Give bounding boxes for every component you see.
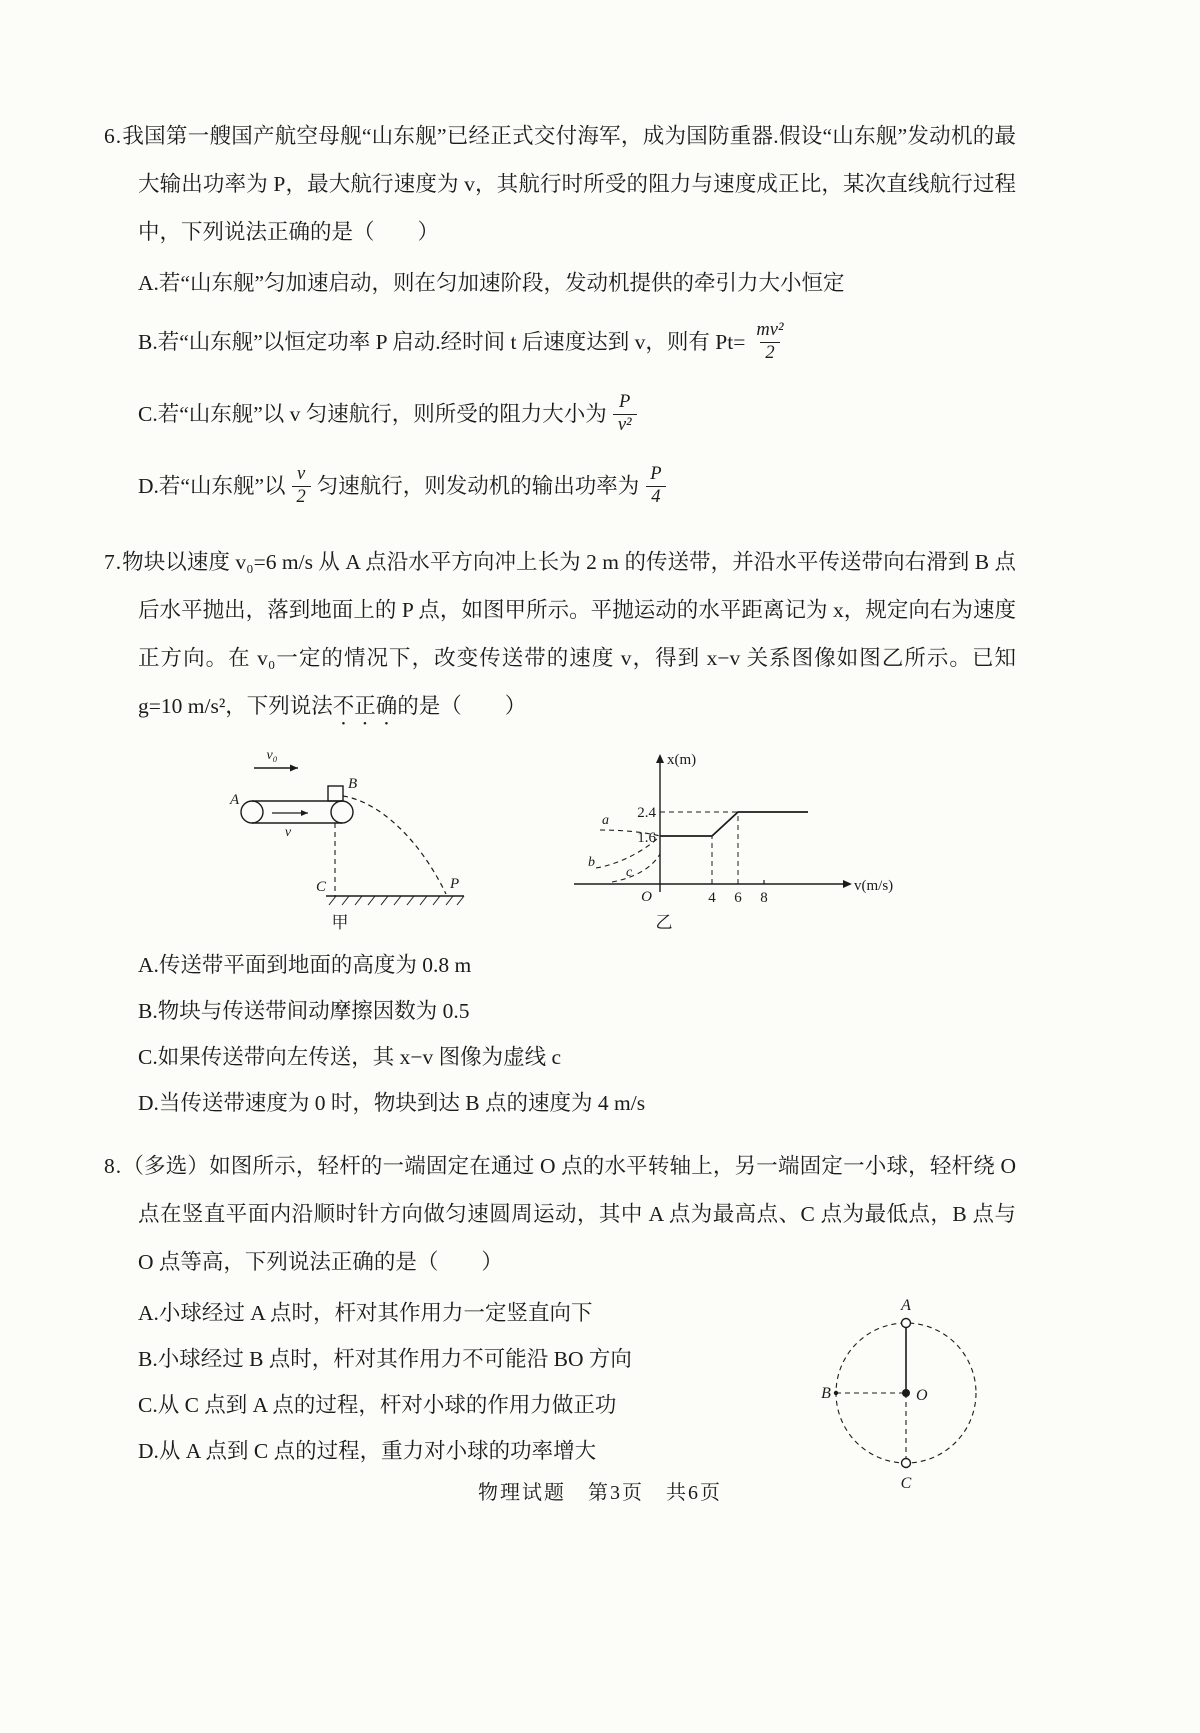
q6-number: 6. — [104, 124, 123, 148]
q7-option-d-text: D.当传送带速度为 0 时，物块到达 B 点的速度为 4 m/s — [138, 1091, 646, 1115]
label-a: A — [901, 1297, 911, 1314]
tick-6-label: 6 — [734, 890, 742, 906]
q7-stem — [104, 538, 1016, 730]
q6-option-d-fraction-1 — [292, 464, 311, 508]
belt-speed-label: v — [284, 825, 292, 840]
q7-option-c-text: C.如果传送带向左传送，其 x−v 图像为虚线 c — [138, 1045, 562, 1069]
q8-option-c-text: C.从 C 点到 A 点的过程，杆对小球的作用力做正功 — [138, 1393, 617, 1417]
label-b: B — [821, 1385, 831, 1402]
page-footer: 物理试题 第3页 共6页 — [478, 1482, 722, 1504]
graph-dashed-c — [612, 854, 660, 882]
q7-number: 7. — [104, 550, 123, 574]
q8-option-b-text: B.小球经过 B 点时，杆对其作用力不可能沿 BO 方向 — [138, 1347, 632, 1371]
origin-label: O — [641, 889, 652, 905]
curve-a-label: a — [602, 813, 609, 828]
trajectory-curve — [343, 796, 446, 894]
q8-option-a-text: A.小球经过 A 点时，杆对其作用力一定竖直向下 — [138, 1301, 593, 1325]
tick-8-label: 8 — [760, 890, 768, 906]
q6-option-a-text: A.若“山东舰”匀加速启动，则在匀加速阶段，发动机提供的牵引力大小恒定 — [138, 271, 845, 295]
q6-option-c-text: C.若“山东舰”以 v 匀速航行，则所受的阻力大小为 — [138, 402, 607, 426]
point-a-label: A — [230, 792, 240, 808]
label-o: O — [916, 1387, 928, 1404]
q8-number: 8. — [104, 1154, 123, 1178]
q7-stem-text-end: 的是（ ） — [397, 694, 527, 718]
label-c: C — [900, 1475, 912, 1492]
q8-option-b — [138, 1336, 806, 1382]
v0-arrowhead — [290, 765, 298, 772]
fraction-denominator: 2 — [760, 342, 779, 364]
q6-option-b-text: B.若“山东舰”以恒定功率 P 启动.经时间 t 后速度达到 v，则有 Pt= — [138, 330, 746, 354]
page-content — [104, 112, 1016, 1514]
v0-label: v₀ — [266, 748, 278, 763]
question-6 — [104, 112, 1016, 522]
fraction-denominator: 2 — [292, 486, 311, 508]
figure-jia-caption: 甲 — [331, 913, 349, 932]
question-8 — [104, 1142, 1016, 1498]
point-p-label: P — [450, 876, 460, 892]
q8-figure-wrap — [806, 1286, 1016, 1498]
q7-options — [104, 942, 1016, 1126]
y-axis-arrowhead — [656, 754, 664, 763]
q6-stem-text: 我国第一艘国产航空母舰“山东舰”已经正式交付海军，成为国防重器.假设“山东舰”发动机的最大输出功率为 P，最大航行速度为 v，其航行时所受的阻力与速度成正比，某次直线航行过程中，下列说法正确的是（ ） — [122, 124, 1016, 244]
y-axis-label: x(m) — [667, 752, 697, 768]
fraction-numerator: P — [619, 392, 631, 413]
ground-hatching — [329, 896, 464, 905]
q8-options — [104, 1290, 806, 1474]
q7-stem-emphasis: 不正确 — [332, 694, 398, 718]
graph-line-a — [660, 812, 808, 836]
axle-o-dot — [902, 1389, 910, 1397]
circular-motion-figure — [806, 1288, 1006, 1498]
tick-4-label: 4 — [708, 890, 716, 906]
q7-option-d — [138, 1080, 1016, 1126]
q7-option-a — [138, 942, 1016, 988]
q8-stem-text: （多选）如图所示，轻杆的一端固定在通过 O 点的水平转轴上，另一端固定一小球，轻杆绕 O 点在竖直平面内沿顺时针方向做匀速圆周运动，其中 A 点为最高点、C 点为最低点，B 点与 O 点等高，下列说法正确的是（ ） — [122, 1154, 1016, 1274]
fraction-numerator: P — [650, 464, 662, 485]
q6-option-c-fraction — [613, 392, 637, 436]
curve-b-label: b — [588, 855, 595, 870]
q8-option-d — [138, 1428, 806, 1474]
q6-option-d-text-2: 匀速航行，则发动机的输出功率为 — [316, 474, 640, 498]
ball-at-a — [902, 1319, 911, 1328]
value-2_4-label: 2.4 — [637, 805, 656, 821]
fraction-denominator: v² — [613, 414, 637, 436]
fraction-numerator: v — [297, 464, 306, 485]
point-c-label: C — [315, 879, 326, 895]
q6-option-a — [138, 260, 1016, 306]
point-b-label: B — [348, 776, 358, 792]
question-7 — [104, 538, 1016, 1126]
q6-option-d-fraction-2 — [645, 464, 666, 508]
right-roller — [331, 801, 353, 823]
q7-stem-text: 物块以速度 v₀=6 m/s 从 A 点沿水平方向冲上长为 2 m 的传送带，并沿水平传送带向右滑到 B 点后水平抛出，落到地面上的 P 点，如图甲所示。平抛运动的水平距离记为 x，规定向右为速度正方向。在 v₀一定的情况下，改变传送带的速度 v，得到 x−v 关系图像如图乙所示。已知 g=10 m/s²，下列说法 — [122, 550, 1016, 718]
q7-option-c — [138, 1034, 1016, 1080]
q8-option-d-text: D.从 A 点到 C 点的过程，重力对小球的功率增大 — [138, 1439, 597, 1463]
x-v-graph-figure — [560, 744, 905, 934]
q6-stem — [104, 112, 1016, 256]
ball-at-c — [902, 1459, 911, 1468]
block — [328, 786, 343, 801]
q7-figures — [222, 744, 1016, 934]
curve-c-label: c — [626, 865, 633, 880]
q6-option-d — [138, 450, 1016, 522]
x-axis-arrowhead — [843, 880, 852, 888]
figure-yi-caption: 乙 — [655, 913, 673, 932]
left-roller — [241, 801, 263, 823]
q7-option-a-text: A.传送带平面到地面的高度为 0.8 m — [138, 953, 472, 977]
q6-option-b-fraction — [751, 320, 788, 364]
x-axis-label: v(m/s) — [854, 878, 894, 894]
q6-option-d-text-1: D.若“山东舰”以 — [138, 474, 286, 498]
conveyor-belt-figure — [222, 744, 482, 934]
q7-option-b — [138, 988, 1016, 1034]
q6-option-c — [138, 378, 1016, 450]
q8-stem — [104, 1142, 1016, 1286]
belt-speed-arrowhead — [301, 810, 308, 816]
fraction-numerator: mv² — [756, 320, 784, 341]
point-b-dot — [834, 1391, 838, 1395]
q6-option-b — [138, 306, 1016, 378]
q6-options — [104, 260, 1016, 522]
q7-option-b-text: B.物块与传送带间动摩擦因数为 0.5 — [138, 999, 470, 1023]
q8-option-c — [138, 1382, 806, 1428]
q8-option-a — [138, 1290, 806, 1336]
value-1_6-label: 1.6 — [637, 830, 656, 846]
q8-body — [104, 1286, 1016, 1498]
fraction-denominator: 4 — [646, 486, 665, 508]
